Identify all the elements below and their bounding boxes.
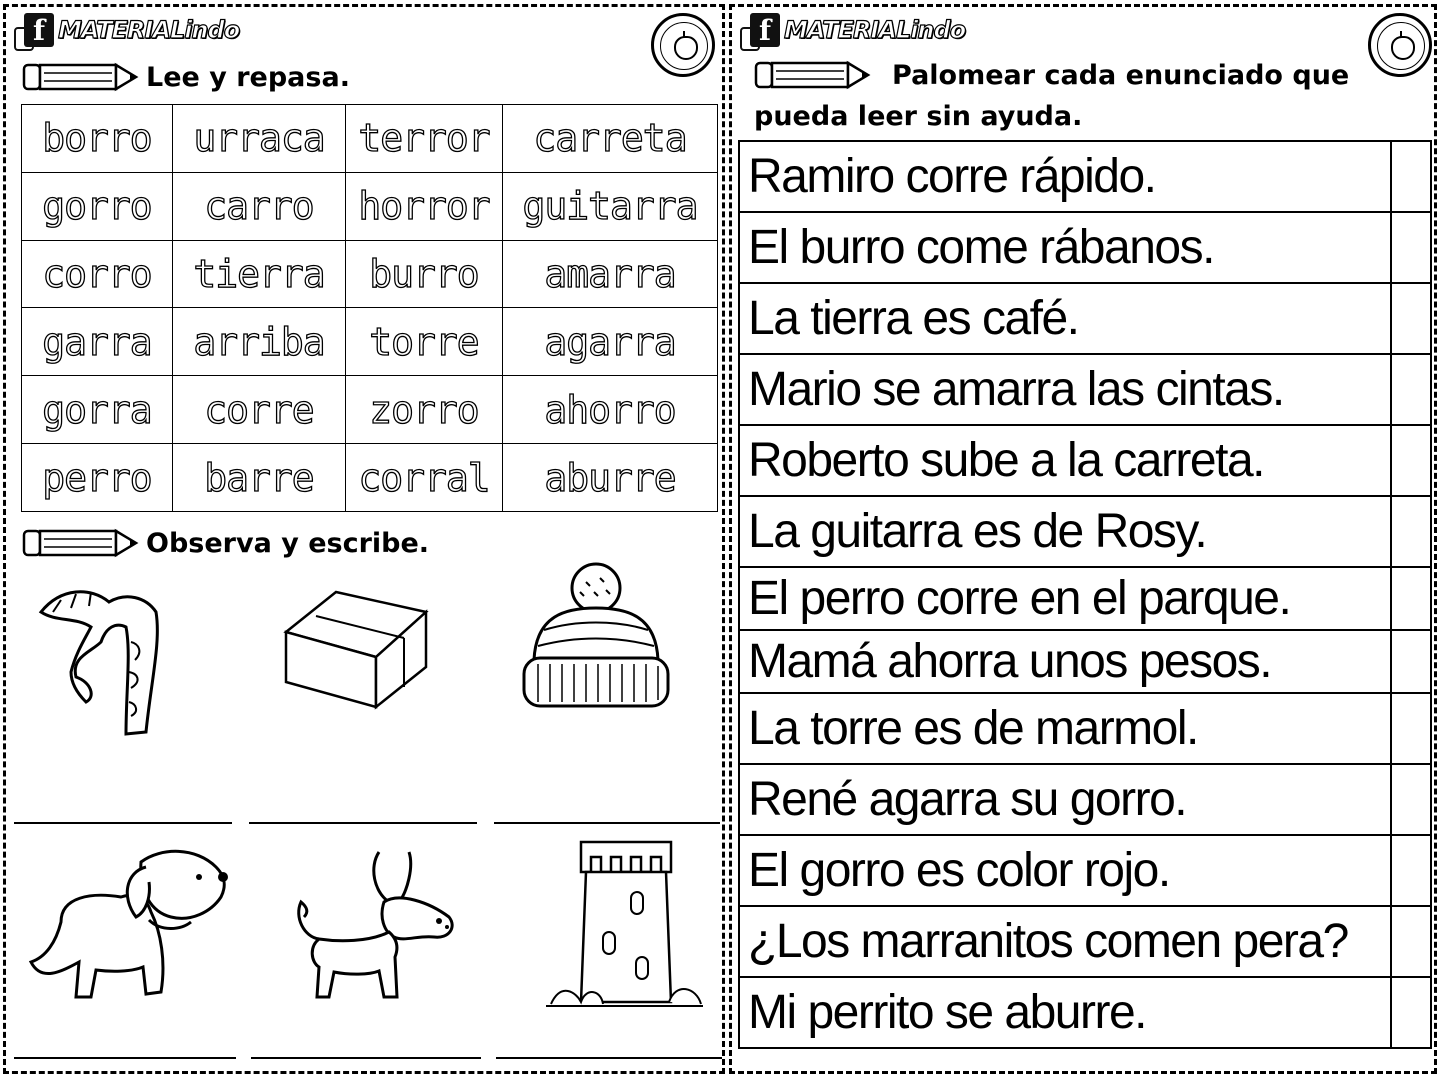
sentence-text: La tierra es café. xyxy=(739,283,1391,354)
sentence-row xyxy=(739,906,1431,977)
sentence-row xyxy=(739,212,1431,283)
trace-word[interactable]: gorro xyxy=(22,172,173,240)
trace-word[interactable]: guitarra xyxy=(503,172,718,240)
sentence-row xyxy=(739,141,1431,212)
brand-seal xyxy=(651,13,715,77)
sentence-row xyxy=(739,977,1431,1048)
check-box[interactable] xyxy=(1391,835,1431,906)
brand-seal xyxy=(1368,13,1432,77)
pencil-icon xyxy=(754,59,872,91)
dog-icon xyxy=(21,842,231,1012)
sentence-text: Roberto sube a la carreta. xyxy=(739,425,1391,496)
pencil-icon xyxy=(22,527,140,559)
check-box[interactable] xyxy=(1391,693,1431,764)
sentence-row xyxy=(739,693,1431,764)
sentence-row xyxy=(739,567,1431,630)
answer-line[interactable] xyxy=(496,1057,722,1059)
trace-row xyxy=(22,172,718,240)
check-box[interactable] xyxy=(1391,567,1431,630)
eraser-icon xyxy=(276,582,436,712)
check-box[interactable] xyxy=(1391,354,1431,425)
sentence-text: Ramiro corre rápido. xyxy=(739,141,1391,212)
tracing-word-table xyxy=(21,104,718,512)
trace-word[interactable]: burro xyxy=(346,240,503,308)
trace-word[interactable]: corro xyxy=(22,240,173,308)
brand-name: MATERIALindo xyxy=(58,16,240,44)
heading-observe-write xyxy=(22,527,429,559)
trace-word[interactable]: corral xyxy=(346,444,503,512)
sentence-row xyxy=(739,496,1431,567)
sentence-text: Mario se amarra las cintas. xyxy=(739,354,1391,425)
sentence-row xyxy=(739,354,1431,425)
trace-word[interactable]: carro xyxy=(173,172,346,240)
answer-line[interactable] xyxy=(14,1057,236,1059)
trace-word[interactable]: amarra xyxy=(503,240,718,308)
sentence-text: El perro corre en el parque. xyxy=(739,567,1391,630)
trace-row xyxy=(22,240,718,308)
trace-row xyxy=(22,444,718,512)
trace-word[interactable]: barre xyxy=(173,444,346,512)
sentence-text: ¿Los marranitos comen pera? xyxy=(739,906,1391,977)
trace-word[interactable]: carreta xyxy=(503,105,718,173)
check-box[interactable] xyxy=(1391,496,1431,567)
heading-text-line1: Palomear cada enunciado que xyxy=(892,59,1350,91)
trace-word[interactable]: ahorro xyxy=(503,376,718,444)
check-box[interactable] xyxy=(1391,425,1431,496)
check-box[interactable] xyxy=(1391,906,1431,977)
trace-word[interactable]: perro xyxy=(22,444,173,512)
sentence-row xyxy=(739,764,1431,835)
sentence-row xyxy=(739,630,1431,693)
heading-text: Observa y escribe. xyxy=(146,527,430,559)
answer-line[interactable] xyxy=(494,822,720,824)
trace-word[interactable]: tierra xyxy=(173,240,346,308)
trace-word[interactable]: horror xyxy=(346,172,503,240)
check-box[interactable] xyxy=(1391,212,1431,283)
heading-text-line2-wrap xyxy=(754,101,1082,132)
trace-word[interactable]: gorra xyxy=(22,376,173,444)
trace-row xyxy=(22,376,718,444)
sentence-text: Mi perrito se aburre. xyxy=(739,977,1391,1048)
hat-icon xyxy=(516,560,676,715)
scarf-icon xyxy=(31,582,171,742)
sentence-text: La torre es de marmol. xyxy=(739,693,1391,764)
apple-icon xyxy=(674,36,698,60)
trace-word[interactable]: borro xyxy=(22,105,173,173)
trace-word[interactable]: aburre xyxy=(503,444,718,512)
trace-word[interactable]: urraca xyxy=(173,105,346,173)
brand-logo xyxy=(740,13,965,47)
pencil-icon xyxy=(22,61,140,93)
left-worksheet xyxy=(3,4,725,1074)
tower-icon xyxy=(541,832,706,1012)
trace-row xyxy=(22,105,718,173)
sentence-row xyxy=(739,283,1431,354)
trace-word[interactable]: agarra xyxy=(503,308,718,376)
brand-logo xyxy=(14,13,239,47)
right-worksheet xyxy=(729,4,1437,1074)
check-box[interactable] xyxy=(1391,977,1431,1048)
sentence-row xyxy=(739,425,1431,496)
sentence-text: El burro come rábanos. xyxy=(739,212,1391,283)
trace-word[interactable]: arriba xyxy=(173,308,346,376)
sentence-text: El gorro es color rojo. xyxy=(739,835,1391,906)
trace-word[interactable]: garra xyxy=(22,308,173,376)
heading-checklist xyxy=(754,59,1349,91)
trace-word[interactable]: zorro xyxy=(346,376,503,444)
sentence-row xyxy=(739,835,1431,906)
check-box[interactable] xyxy=(1391,630,1431,693)
sentence-text: Mamá ahorra unos pesos. xyxy=(739,630,1391,693)
trace-word[interactable]: terror xyxy=(346,105,503,173)
donkey-icon xyxy=(289,847,459,1007)
sentence-text: La guitarra es de Rosy. xyxy=(739,496,1391,567)
answer-line[interactable] xyxy=(14,822,232,824)
trace-word[interactable]: corre xyxy=(173,376,346,444)
heading-read-trace xyxy=(22,61,350,93)
facebook-icon: f xyxy=(14,13,54,47)
heading-text-line2: pueda leer sin ayuda. xyxy=(754,101,1083,132)
apple-icon xyxy=(1391,36,1415,60)
check-box[interactable] xyxy=(1391,283,1431,354)
answer-line[interactable] xyxy=(249,822,477,824)
check-box[interactable] xyxy=(1391,764,1431,835)
trace-row xyxy=(22,308,718,376)
answer-line[interactable] xyxy=(251,1057,481,1059)
sentence-text: René agarra su gorro. xyxy=(739,764,1391,835)
brand-name: MATERIALindo xyxy=(784,16,966,44)
check-box[interactable] xyxy=(1391,141,1431,212)
facebook-icon: f xyxy=(740,13,780,47)
trace-word[interactable]: torre xyxy=(346,308,503,376)
heading-text: Lee y repasa. xyxy=(146,61,350,93)
sentence-checklist xyxy=(738,140,1432,1049)
